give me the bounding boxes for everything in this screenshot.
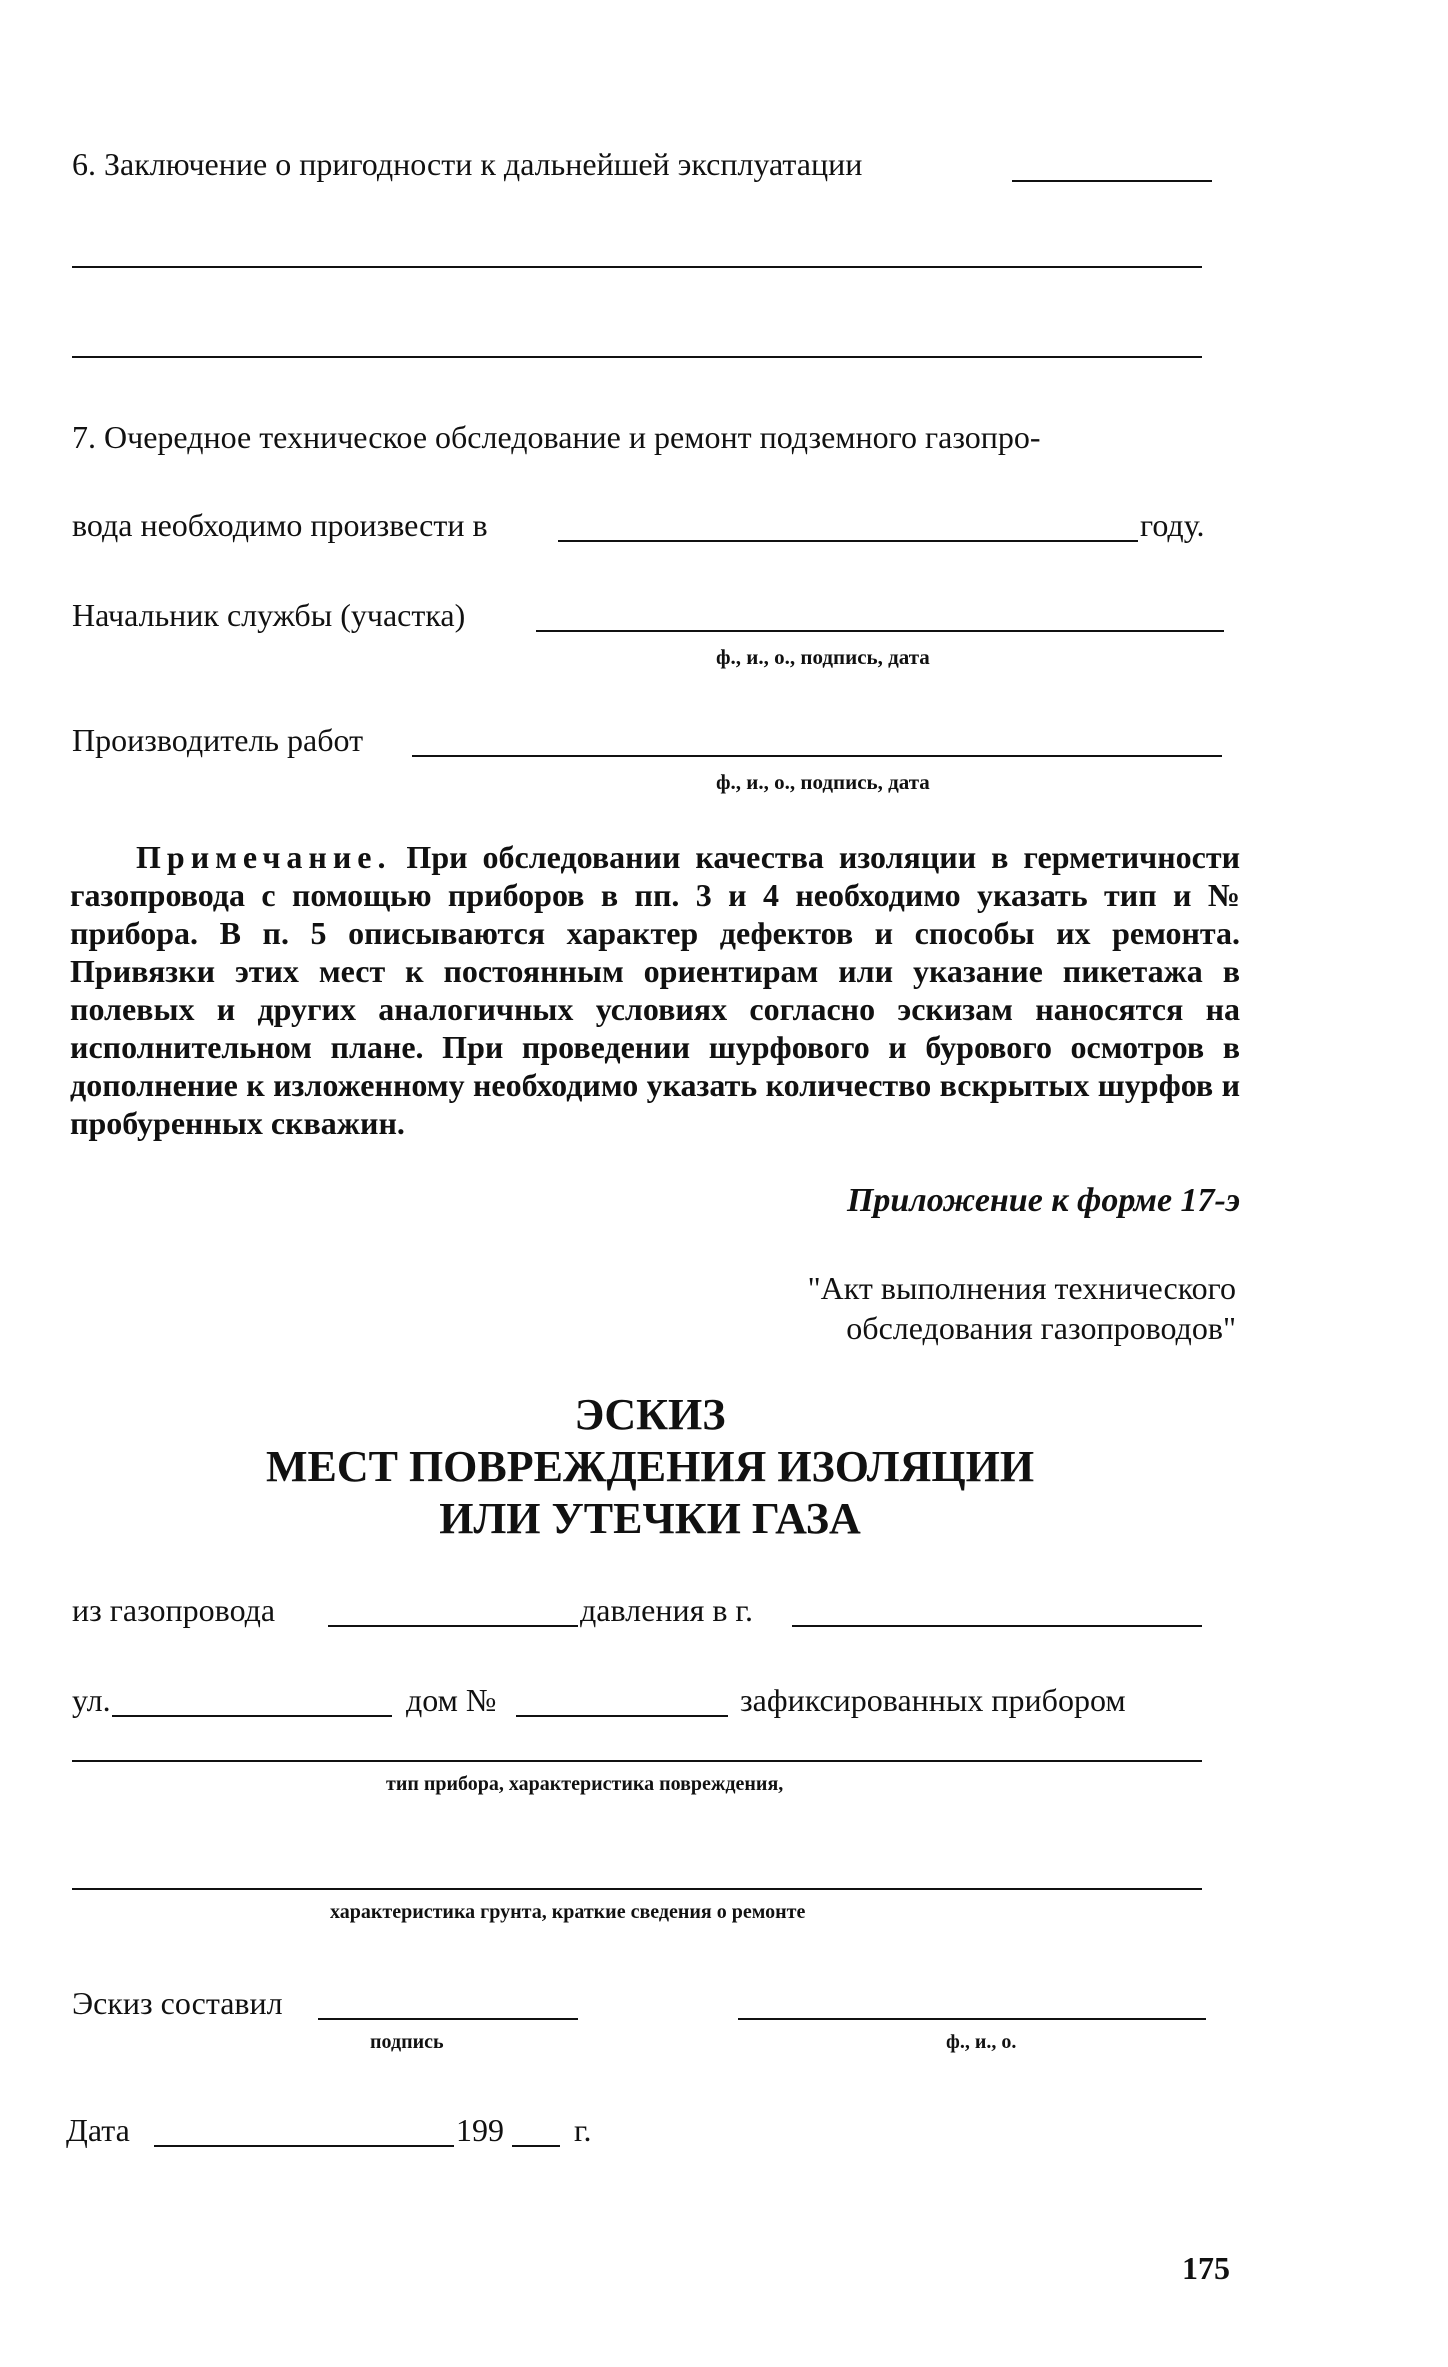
signature-blank xyxy=(318,2018,578,2020)
fio-blank xyxy=(738,2018,1206,2020)
soil-hint: характеристика грунта, краткие сведения о ремонте xyxy=(330,1901,806,1923)
chief-blank xyxy=(536,630,1224,632)
item-7-line-1: 7. Очередное техническое обследование и ремонт подземного газопро- xyxy=(72,419,1041,455)
note-text: При обследовании качества изоляции в герметичности газопровода с помощью приборов в пп. 3 и 4 необходимо указать тип и № прибора. В п. 5 описываются характер дефектов и способы их ремонта. Привязки этих мест к постоянным ориентирам или указание пикетажа в полевых и других аналогичных условиях согласно эскизам наносятся на исполнительном плане. При проведении шурфового и бурового осмотров в дополнение к изложенному необходимо указать количество вскрытых шурфов и пробуренных скважин. xyxy=(70,839,1240,1141)
note-paragraph xyxy=(70,838,1240,1142)
item-7-year-blank xyxy=(558,540,1138,542)
date-blank xyxy=(154,2145,454,2147)
chief-hint: ф., и., о., подпись, дата xyxy=(716,645,930,669)
signature-hint: подпись xyxy=(370,2031,444,2053)
city-blank xyxy=(792,1625,1202,1627)
from-pipeline-label: из газопровода xyxy=(72,1592,276,1628)
device-hint: тип прибора, характеристика повреждения, xyxy=(386,1773,784,1795)
street-blank xyxy=(112,1715,392,1717)
appendix-caption-2: обследования газопроводов" xyxy=(846,1310,1236,1346)
device-line xyxy=(72,1760,1202,1762)
date-label: Дата xyxy=(66,2112,130,2148)
item-6-blank xyxy=(1012,180,1212,182)
page-number: 175 xyxy=(1182,2250,1230,2286)
foreman-blank xyxy=(412,755,1222,757)
pressure-label: давления в г. xyxy=(580,1592,753,1628)
note-label: Примечание. xyxy=(136,839,392,875)
item-6-line-3 xyxy=(72,356,1202,358)
year-prefix: 199 xyxy=(456,2112,504,2148)
sketch-by-label: Эскиз составил xyxy=(72,1985,283,2021)
foreman-hint: ф., и., о., подпись, дата xyxy=(716,770,930,794)
sketch-title-3: ИЛИ УТЕЧКИ ГАЗА xyxy=(439,1494,861,1543)
year-blank xyxy=(512,2145,560,2147)
foreman-label: Производитель работ xyxy=(72,722,364,758)
year-suffix: г. xyxy=(574,2112,592,2148)
item-6-text: 6. Заключение о пригодности к дальнейшей эксплуатации xyxy=(72,146,863,182)
appendix-caption-1: "Акт выполнения технического xyxy=(807,1270,1236,1306)
fixed-label: зафиксированных прибором xyxy=(740,1682,1126,1718)
chief-label: Начальник службы (участка) xyxy=(72,597,466,633)
item-7-line-2-suffix: году. xyxy=(1140,507,1205,543)
fio-hint: ф., и., о. xyxy=(946,2031,1017,2053)
item-6-line-2 xyxy=(72,266,1202,268)
sketch-title-2: МЕСТ ПОВРЕЖДЕНИЯ ИЗОЛЯЦИИ xyxy=(265,1442,1035,1491)
soil-line xyxy=(72,1888,1202,1890)
sketch-title-1: ЭСКИЗ xyxy=(574,1390,726,1439)
house-blank xyxy=(516,1715,728,1717)
item-7-line-2-prefix: вода необходимо произвести в xyxy=(72,507,488,543)
house-label: дом № xyxy=(406,1682,497,1718)
street-label: ул. xyxy=(72,1682,111,1718)
appendix-label: Приложение к форме 17-э xyxy=(846,1182,1240,1219)
pipeline-blank xyxy=(328,1625,578,1627)
